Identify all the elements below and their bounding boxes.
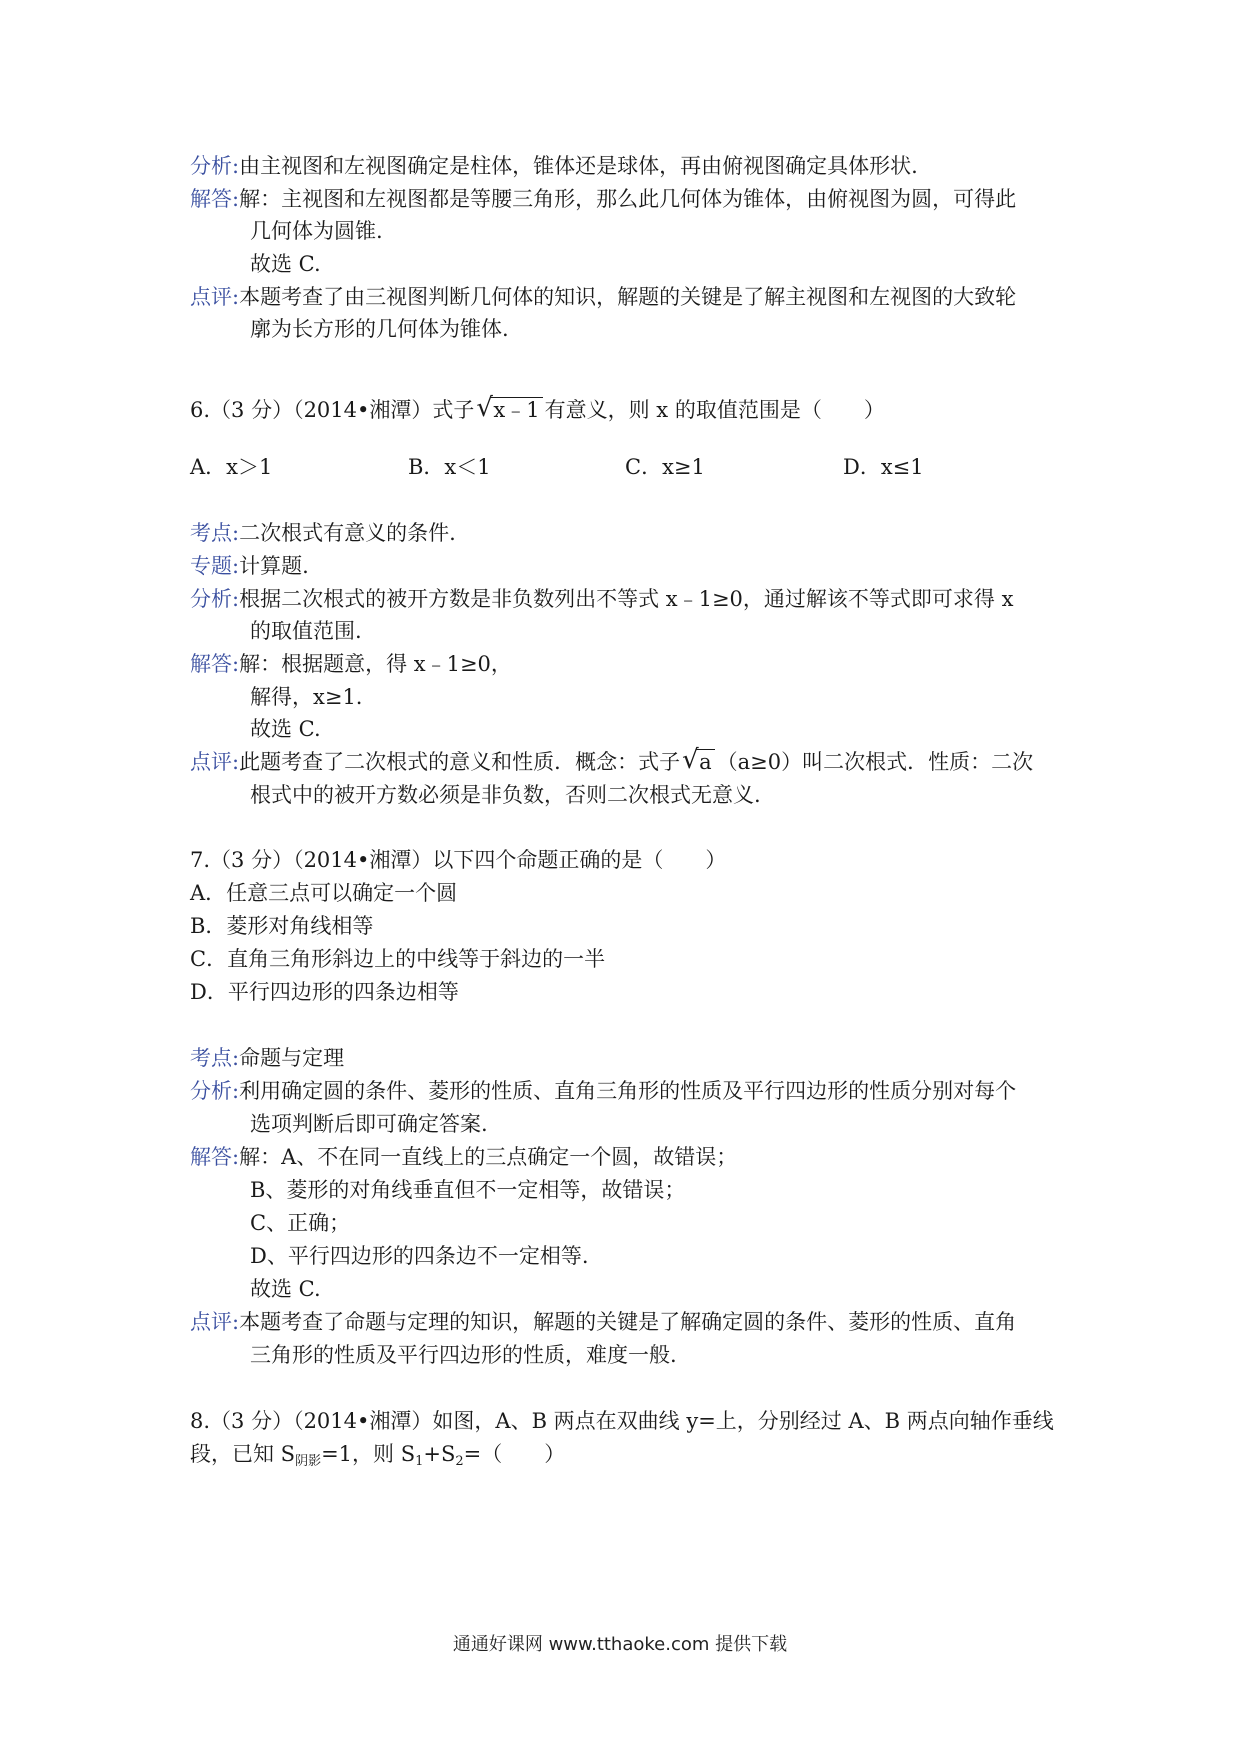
q7-solution-answer: 故选 C. [250,1277,321,1301]
comment-continuation: 廓为长方形的几何体为锥体. [250,317,509,341]
subscript-2: 2 [455,1454,464,1469]
topic-text: 二次根式有意义的条件. [239,521,456,545]
comment-text: 本题考查了由三视图判断几何体的知识，解题的关键是了解主视图和左视图的大致轮 [239,285,1017,309]
q7-topic-line [190,1043,344,1073]
q6-analysis-line [190,584,1013,614]
q6-comment-line [190,747,1033,777]
solution-text: 解：根据题意，得 x﹣1≥0， [239,652,512,676]
q7-option-d: D．平行四边形的四条边相等 [190,980,459,1004]
comment-text-after: （a≥0）叫二次根式．性质：二次 [716,750,1034,774]
analysis-label: 分析: [190,587,240,611]
radicand: x﹣1 [490,397,542,422]
solution-label: 解答: [190,652,240,676]
question-8-stem-continuation [190,1439,565,1477]
page-footer: 通通好课网 www.tthaoke.com 提供下载 [452,1634,788,1655]
q7-analysis-continuation: 选项判断后即可确定答案. [250,1112,488,1136]
analysis-text: 根据二次根式的被开方数是非负数列出不等式 x﹣1≥0，通过解该不等式即可求得 x [239,587,1014,611]
solution-answer: 故选 C. [250,252,321,276]
topic-label: 考点: [190,1046,240,1070]
q6-solution-line [190,649,512,679]
q6-subject-line [190,551,309,581]
sqrt-expression [476,395,542,425]
comment-label: 点评: [190,285,240,309]
comment-line [190,282,1016,312]
q8-text-part: =1，则 S [321,1442,416,1466]
q6-solution-step: 解得，x≥1. [250,685,363,709]
shaded-subscript: 阴影 [295,1454,322,1469]
q7-option-a: A．任意三点可以确定一个圆 [190,881,458,905]
q7-option-c: C．直角三角形斜边上的中线等于斜边的一半 [190,947,606,971]
analysis-label: 分析: [190,1079,240,1103]
q6-solution-answer: 故选 C. [250,717,321,741]
topic-label: 考点: [190,521,240,545]
q6-comment-continuation: 根式中的被开方数必须是非负数，否则二次根式无意义. [250,783,761,807]
q7-solution-b: B、菱形的对角线垂直但不一定相等，故错误； [250,1178,686,1202]
question-8-stem: 8.（3 分）（2014•湘潭）如图，A、B 两点在双曲线 y=上，分别经过 A、B 两点向轴作垂线 [190,1409,1054,1433]
q6-option-c: C．x≥1 [625,455,705,479]
subscript-1: 1 [415,1454,424,1469]
q6-analysis-continuation: 的取值范围. [250,619,362,643]
analysis-label: 分析: [190,154,240,178]
comment-text-before: 此题考查了二次根式的意义和性质．概念：式子 [239,750,681,774]
topic-text: 命题与定理 [239,1046,345,1070]
q6-topic-line [190,518,456,548]
solution-continuation: 几何体为圆锥. [250,219,383,243]
q7-solution-d: D、平行四边形的四条边不一定相等. [250,1244,589,1268]
question-6-stem [190,395,885,425]
q7-comment-line [190,1307,1016,1337]
comment-label: 点评: [190,1310,240,1334]
analysis-text: 利用确定圆的条件、菱形的性质、直角三角形的性质及平行四边形的性质分别对每个 [239,1079,1017,1103]
comment-label: 点评: [190,750,240,774]
solution-label: 解答: [190,1145,240,1169]
radicand: a [696,749,715,774]
q7-solution-line [190,1142,737,1172]
q6-stem-after: 有意义，则 x 的取值范围是（ ） [544,398,885,422]
comment-text: 本题考查了命题与定理的知识，解题的关键是了解确定圆的条件、菱形的性质、直角 [239,1310,1017,1334]
subject-text: 计算题. [239,554,309,578]
solution-line [190,184,1016,214]
q8-text-part: +S [423,1442,456,1466]
q7-comment-continuation: 三角形的性质及平行四边形的性质，难度一般. [250,1343,677,1367]
solution-text: 解：A、不在同一直线上的三点确定一个圆，故错误； [239,1145,738,1169]
solution-text: 解：主视图和左视图都是等腰三角形，那么此几何体为锥体，由俯视图为圆，可得此 [239,187,1017,211]
solution-label: 解答: [190,187,240,211]
q7-option-b: B．菱形对角线相等 [190,914,374,938]
analysis-line [190,151,918,181]
q7-solution-c: C、正确； [250,1211,351,1235]
analysis-text: 由主视图和左视图确定是柱体，锥体还是球体，再由俯视图确定具体形状. [239,154,918,178]
q8-text-part: 段，已知 S [190,1442,296,1466]
radical-sign-icon: √ [476,393,493,423]
q6-option-d: D．x≤1 [843,455,924,479]
q6-stem-before: 6.（3 分）（2014•湘潭）式子 [190,398,475,422]
radical-sign-icon: √ [682,745,699,775]
q7-analysis-line [190,1076,1016,1106]
q6-option-a: A．x＞1 [190,455,273,479]
subject-label: 专题: [190,554,240,578]
q6-option-b: B．x＜1 [408,455,491,479]
sqrt-expression [682,747,715,777]
q8-text-part: =（ ） [463,1442,566,1466]
question-7-stem: 7.（3 分）（2014•湘潭）以下四个命题正确的是（ ） [190,848,727,872]
